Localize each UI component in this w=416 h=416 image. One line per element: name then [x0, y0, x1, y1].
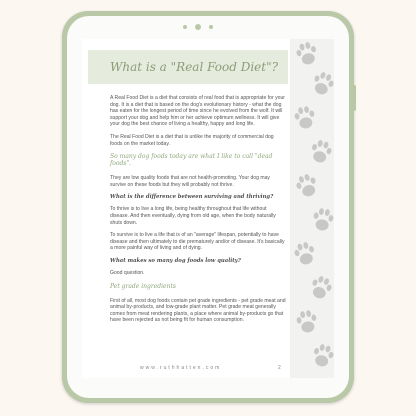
- paw-print-icon: [294, 307, 320, 336]
- paw-print-icon: [307, 137, 334, 168]
- tablet-frame: [62, 11, 354, 403]
- paragraph-thrive: To thrive is to live a long life, being healthy throughout that life without disease. And then eventually, dying from old age, when the body naturally shuts down.: [110, 206, 276, 226]
- paw-print-icon: [293, 39, 321, 69]
- paw-print-icon: [292, 170, 322, 202]
- camera-sensor-left: [183, 25, 187, 29]
- power-button[interactable]: [353, 85, 356, 111]
- pull-quote-dead-foods: So many dog foods today are what I like to call "dead foods".: [110, 153, 273, 168]
- subheading-low-quality: What makes so many dog foods low quality?: [110, 257, 241, 264]
- paragraph-pet-grade: First of all, most dog foods contain pet grade ingredients - pet grade meat and animal by-products, and low-grade plant matter. Pet grade meat generally comes from meat rendering plants, a place where animal by-products go that have been rejected as not being fit for human consumption.: [110, 297, 286, 324]
- subheading-pet-grade: Pet grade ingredients: [110, 282, 176, 290]
- camera-lens: [195, 24, 201, 30]
- paragraph-unlike-commercial: The Real Food Diet is a diet that is unlike the majority of commercial dog foods on the market today.: [110, 133, 274, 147]
- paw-print-icon: [292, 103, 318, 132]
- paw-print-icon: [291, 239, 319, 270]
- page-number: 2: [278, 365, 281, 371]
- ebook-page: [82, 39, 334, 378]
- paw-print-icon: [306, 272, 334, 304]
- page-body: [110, 95, 286, 330]
- subheading-surviving-thriving: What is the difference between surviving and thriving?: [110, 194, 274, 201]
- paw-print-icon: [308, 68, 334, 100]
- page-title: What is a "Real Food Diet"?: [110, 60, 279, 74]
- tablet-bezel: [67, 16, 349, 398]
- footer-url: www.ruthhatten.com: [140, 365, 222, 371]
- paragraph-good-question: Good question.: [110, 269, 145, 276]
- paragraph-survive: To survive is to live a life that is of an "average" lifespan, potentially to have disease and then ultimately to die prematurely and/or of disease. It's basically a more painful way of living and of dying.: [110, 232, 285, 252]
- camera-sensor-right: [209, 25, 213, 29]
- paw-print-icon: [310, 205, 334, 234]
- paw-print-strip: [290, 39, 334, 378]
- paw-print-icon: [309, 341, 334, 372]
- paragraph-intro: A Real Food Diet is a diet that consists of real food that is appropriate for your dog. It is a diet that is based on the dog's evolutionary history - what the dog has eaten for the longest period of time since he evolved from the wolf. It will support your dog and help him or her achieve optimum wellness. It will give your dog the best chance of living a healthy, happy and long life.: [110, 95, 285, 128]
- paragraph-low-quality-foods: They are low quality foods that are not health-promoting. Your dog may survive on these foods but they will probably not thrive.: [110, 175, 270, 188]
